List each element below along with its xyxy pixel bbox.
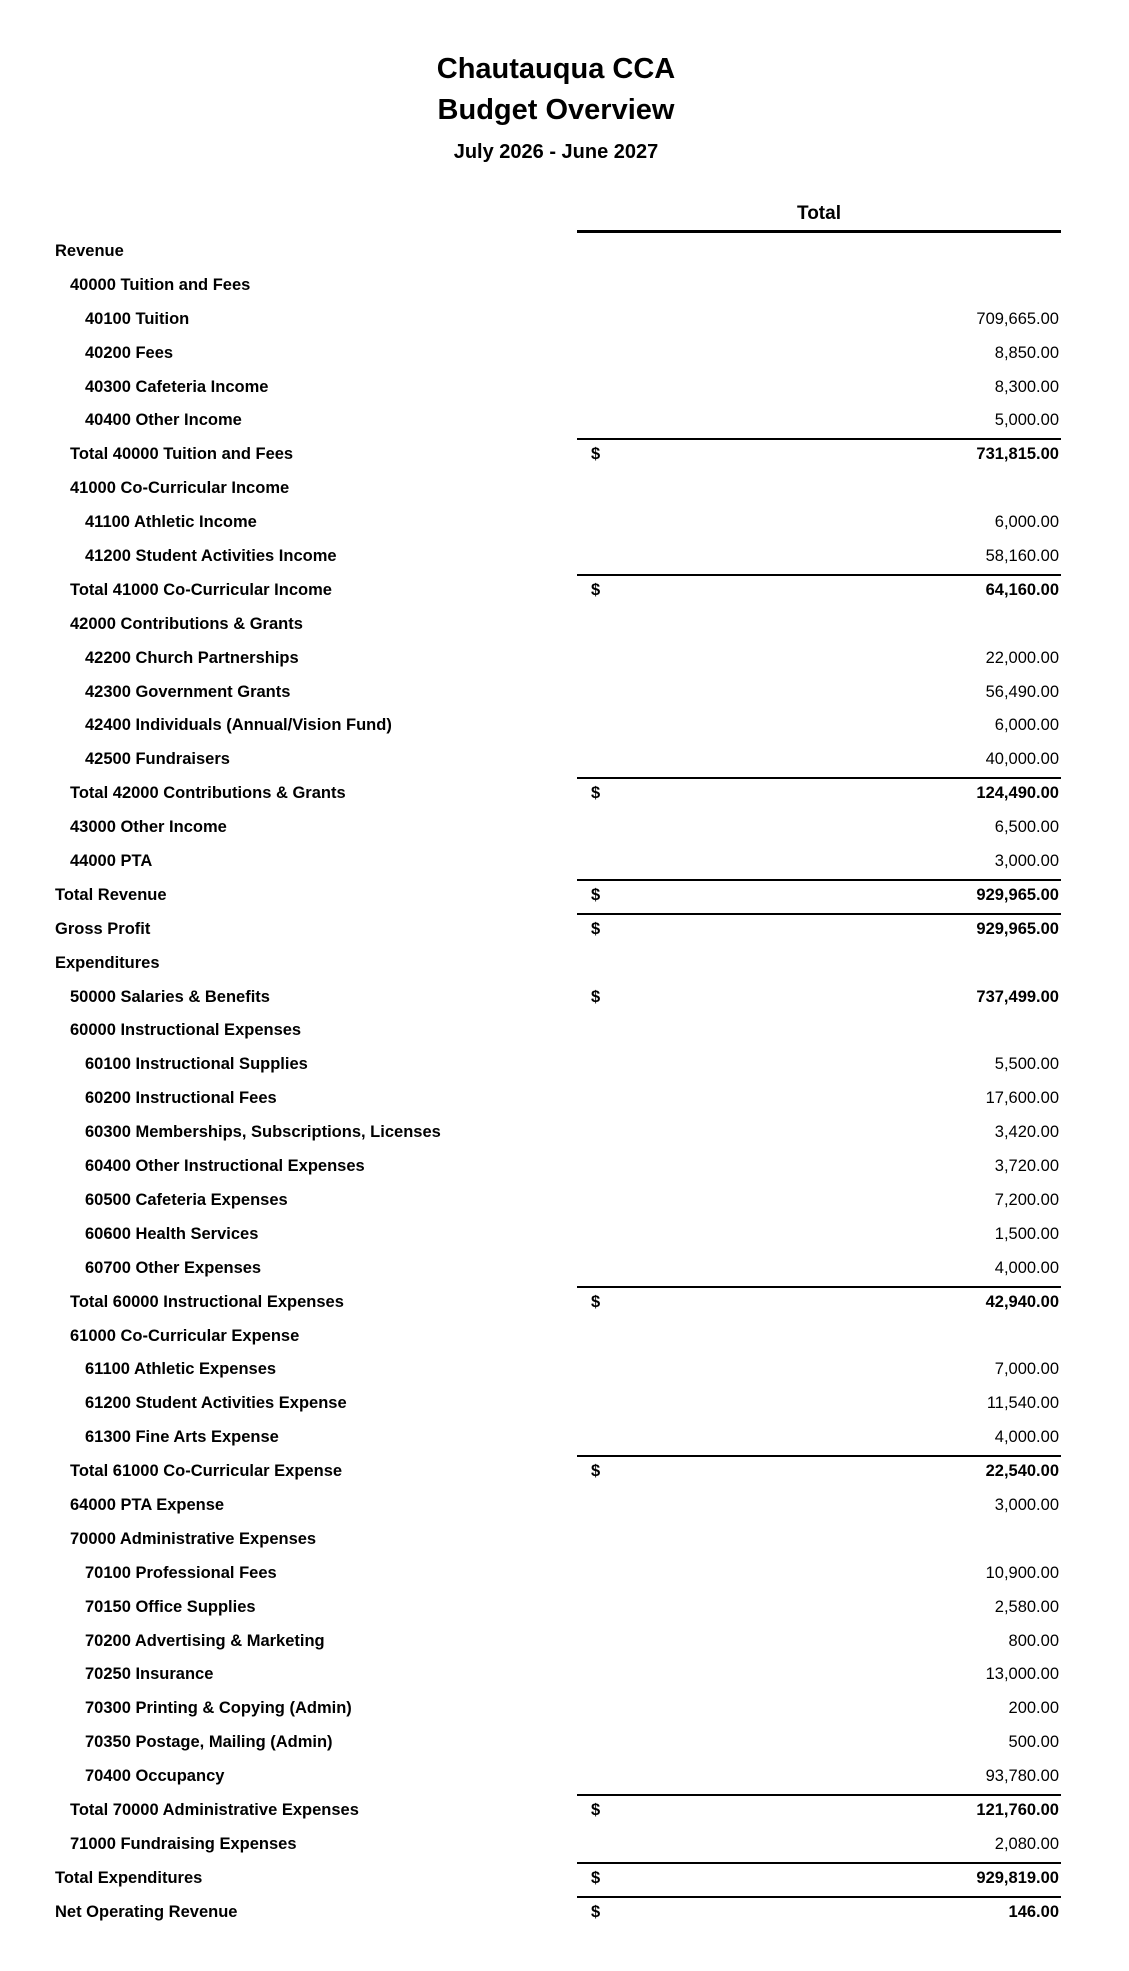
row-amount: 8,850.00 bbox=[994, 343, 1059, 362]
line-item-row bbox=[0, 1625, 1129, 1659]
row-label: 70250 Insurance bbox=[85, 1665, 214, 1684]
row-amount: 17,600.00 bbox=[985, 1089, 1059, 1108]
row-amount: 4,000.00 bbox=[994, 1258, 1059, 1277]
row-amount: 3,000.00 bbox=[994, 1495, 1059, 1514]
row-label: 64000 PTA Expense bbox=[70, 1495, 225, 1514]
currency-symbol: $ bbox=[591, 1462, 601, 1481]
line-item-row bbox=[0, 1048, 1129, 1082]
line-item-row bbox=[0, 1557, 1129, 1591]
row-label: 42200 Church Partnerships bbox=[85, 648, 299, 667]
row-amount: 11,540.00 bbox=[986, 1394, 1059, 1413]
line-item-row bbox=[0, 1523, 1129, 1557]
row-amount: 5,500.00 bbox=[994, 1055, 1059, 1074]
line-item-row bbox=[0, 1658, 1129, 1692]
row-label: 61300 Fine Arts Expense bbox=[85, 1428, 279, 1447]
row-label: 70400 Occupancy bbox=[85, 1767, 225, 1786]
row-amount: 929,965.00 bbox=[976, 885, 1059, 904]
row-amount: 146.00 bbox=[1008, 1902, 1059, 1921]
row-label: 60000 Instructional Expenses bbox=[70, 1021, 302, 1040]
row-amount: 5,000.00 bbox=[994, 411, 1059, 430]
row-label: 60700 Other Expenses bbox=[85, 1258, 262, 1277]
line-item-row bbox=[0, 1082, 1129, 1116]
row-amount: 56,490.00 bbox=[985, 682, 1059, 701]
currency-symbol: $ bbox=[591, 445, 601, 464]
row-amount: 709,665.00 bbox=[976, 309, 1059, 328]
line-item-row bbox=[0, 1150, 1129, 1184]
line-item-row bbox=[0, 743, 1129, 777]
line-item-row bbox=[0, 981, 1129, 1015]
line-item-row bbox=[0, 947, 1129, 981]
row-label: 60500 Cafeteria Expenses bbox=[85, 1190, 288, 1209]
row-label: Total 40000 Tuition and Fees bbox=[70, 445, 294, 464]
line-item-row bbox=[0, 371, 1129, 405]
row-amount: 4,000.00 bbox=[994, 1428, 1059, 1447]
row-label: Expenditures bbox=[55, 953, 160, 972]
row-label: 60100 Instructional Supplies bbox=[85, 1055, 308, 1074]
total-row bbox=[0, 574, 1129, 608]
line-item-row bbox=[0, 337, 1129, 371]
row-amount: 8,300.00 bbox=[994, 377, 1059, 396]
row-label: 70350 Postage, Mailing (Admin) bbox=[85, 1733, 333, 1752]
row-amount: 42,940.00 bbox=[985, 1292, 1059, 1311]
row-amount: 93,780.00 bbox=[985, 1767, 1059, 1786]
total-row bbox=[0, 913, 1129, 947]
row-amount: 22,000.00 bbox=[985, 648, 1059, 667]
currency-symbol: $ bbox=[591, 1800, 601, 1819]
row-label: 60400 Other Instructional Expenses bbox=[85, 1157, 365, 1176]
total-row bbox=[0, 438, 1129, 472]
row-label: Total 42000 Contributions & Grants bbox=[70, 784, 346, 803]
row-label: 44000 PTA bbox=[70, 852, 153, 871]
row-label: 40400 Other Income bbox=[85, 411, 242, 430]
currency-symbol: $ bbox=[591, 784, 601, 803]
row-label: 41100 Athletic Income bbox=[85, 513, 257, 532]
row-label: 42000 Contributions & Grants bbox=[70, 614, 303, 633]
line-item-row bbox=[0, 1489, 1129, 1523]
row-amount: 13,000.00 bbox=[985, 1665, 1059, 1684]
row-amount: 731,815.00 bbox=[976, 445, 1059, 464]
report-rows bbox=[0, 235, 1129, 1930]
row-label: 70100 Professional Fees bbox=[85, 1563, 277, 1582]
row-label: 40300 Cafeteria Income bbox=[85, 377, 269, 396]
row-label: Gross Profit bbox=[55, 919, 151, 938]
row-label: 42400 Individuals (Annual/Vision Fund) bbox=[85, 716, 392, 735]
row-amount: 929,819.00 bbox=[976, 1868, 1059, 1887]
row-label: 60600 Health Services bbox=[85, 1224, 259, 1243]
row-amount: 6,000.00 bbox=[994, 513, 1059, 532]
line-item-row bbox=[0, 811, 1129, 845]
row-label: 41200 Student Activities Income bbox=[85, 547, 337, 566]
row-label: 61200 Student Activities Expense bbox=[85, 1394, 347, 1413]
line-item-row bbox=[0, 1353, 1129, 1387]
line-item-row bbox=[0, 404, 1129, 438]
line-item-row bbox=[0, 1252, 1129, 1286]
row-label: Total 70000 Administrative Expenses bbox=[70, 1800, 359, 1819]
row-amount: 200.00 bbox=[1008, 1699, 1059, 1718]
row-amount: 737,499.00 bbox=[976, 987, 1059, 1006]
currency-symbol: $ bbox=[591, 1292, 601, 1311]
row-label: 40100 Tuition bbox=[85, 309, 190, 328]
report-period: July 2026 - June 2027 bbox=[453, 141, 659, 163]
row-label: 42300 Government Grants bbox=[85, 682, 291, 701]
line-item-row bbox=[0, 303, 1129, 337]
line-item-row bbox=[0, 472, 1129, 506]
row-amount: 7,200.00 bbox=[994, 1190, 1059, 1209]
row-amount: 7,000.00 bbox=[994, 1360, 1059, 1379]
row-label: 71000 Fundraising Expenses bbox=[70, 1834, 297, 1853]
row-label: Total Expenditures bbox=[55, 1868, 203, 1887]
total-row bbox=[0, 1286, 1129, 1320]
row-label: 50000 Salaries & Benefits bbox=[70, 987, 270, 1006]
line-item-row bbox=[0, 1387, 1129, 1421]
row-label: 40200 Fees bbox=[85, 343, 174, 362]
currency-symbol: $ bbox=[591, 580, 601, 599]
line-item-row bbox=[0, 235, 1129, 269]
line-item-row bbox=[0, 1218, 1129, 1252]
currency-symbol: $ bbox=[591, 1902, 601, 1921]
line-item-row bbox=[0, 1760, 1129, 1794]
line-item-row bbox=[0, 1116, 1129, 1150]
row-label: 70300 Printing & Copying (Admin) bbox=[85, 1699, 352, 1718]
row-amount: 1,500.00 bbox=[994, 1224, 1059, 1243]
row-amount: 22,540.00 bbox=[985, 1462, 1059, 1481]
row-label: 61100 Athletic Expenses bbox=[85, 1360, 277, 1379]
column-header-total: Total bbox=[577, 200, 1061, 233]
total-row bbox=[0, 879, 1129, 913]
report-title: Budget Overview bbox=[437, 94, 675, 126]
row-amount: 929,965.00 bbox=[976, 919, 1059, 938]
line-item-row bbox=[0, 540, 1129, 574]
line-item-row bbox=[0, 676, 1129, 710]
row-amount: 3,420.00 bbox=[994, 1123, 1059, 1142]
row-amount: 3,720.00 bbox=[994, 1157, 1059, 1176]
row-label: 41000 Co-Curricular Income bbox=[70, 479, 290, 498]
line-item-row bbox=[0, 1320, 1129, 1354]
report-header bbox=[0, 50, 1112, 165]
row-label: 60200 Instructional Fees bbox=[85, 1089, 277, 1108]
row-label: Total Revenue bbox=[55, 885, 167, 904]
row-label: 40000 Tuition and Fees bbox=[70, 275, 251, 294]
row-amount: 40,000.00 bbox=[985, 750, 1059, 769]
total-row bbox=[0, 1455, 1129, 1489]
row-amount: 800.00 bbox=[1008, 1631, 1059, 1650]
row-amount: 2,080.00 bbox=[994, 1834, 1059, 1853]
row-label: 70000 Administrative Expenses bbox=[70, 1529, 317, 1548]
line-item-row bbox=[0, 506, 1129, 540]
line-item-row bbox=[0, 845, 1129, 879]
line-item-row bbox=[0, 608, 1129, 642]
line-item-row bbox=[0, 709, 1129, 743]
currency-symbol: $ bbox=[591, 1868, 601, 1887]
row-label: 70150 Office Supplies bbox=[85, 1597, 256, 1616]
total-row bbox=[0, 1896, 1129, 1930]
row-amount: 10,900.00 bbox=[985, 1563, 1059, 1582]
row-label: Revenue bbox=[55, 242, 124, 260]
line-item-row bbox=[0, 1726, 1129, 1760]
row-label: 42500 Fundraisers bbox=[85, 750, 230, 769]
total-row bbox=[0, 1794, 1129, 1828]
line-item-row bbox=[0, 1828, 1129, 1862]
row-label: Total 41000 Co-Curricular Income bbox=[70, 580, 332, 599]
row-amount: 58,160.00 bbox=[985, 547, 1059, 566]
row-label: 43000 Other Income bbox=[70, 818, 227, 837]
line-item-row bbox=[0, 1692, 1129, 1726]
line-item-row bbox=[0, 1591, 1129, 1625]
row-amount: 2,580.00 bbox=[994, 1597, 1059, 1616]
currency-symbol: $ bbox=[591, 987, 601, 1006]
row-label: Net Operating Revenue bbox=[55, 1902, 238, 1921]
total-row bbox=[0, 1862, 1129, 1896]
line-item-row bbox=[0, 1014, 1129, 1048]
row-label: 70200 Advertising & Marketing bbox=[85, 1631, 325, 1650]
row-amount: 124,490.00 bbox=[976, 784, 1059, 803]
row-amount: 6,500.00 bbox=[994, 818, 1059, 837]
row-label: 60300 Memberships, Subscriptions, Licenses bbox=[85, 1123, 441, 1142]
row-amount: 64,160.00 bbox=[985, 580, 1059, 599]
row-amount: 500.00 bbox=[1008, 1733, 1059, 1752]
line-item-row bbox=[0, 1184, 1129, 1218]
line-item-row bbox=[0, 1421, 1129, 1455]
row-amount: 121,760.00 bbox=[976, 1800, 1059, 1819]
line-item-row bbox=[0, 269, 1129, 303]
line-item-row bbox=[0, 642, 1129, 676]
row-amount: 3,000.00 bbox=[994, 852, 1059, 871]
total-row bbox=[0, 777, 1129, 811]
company-name: Chautauqua CCA bbox=[436, 53, 676, 85]
row-amount: 6,000.00 bbox=[994, 716, 1059, 735]
row-label: Total 60000 Instructional Expenses bbox=[70, 1292, 344, 1311]
currency-symbol: $ bbox=[591, 885, 601, 904]
currency-symbol: $ bbox=[591, 919, 601, 938]
row-label: Total 61000 Co-Curricular Expense bbox=[70, 1462, 343, 1481]
row-label: 61000 Co-Curricular Expense bbox=[70, 1326, 300, 1345]
